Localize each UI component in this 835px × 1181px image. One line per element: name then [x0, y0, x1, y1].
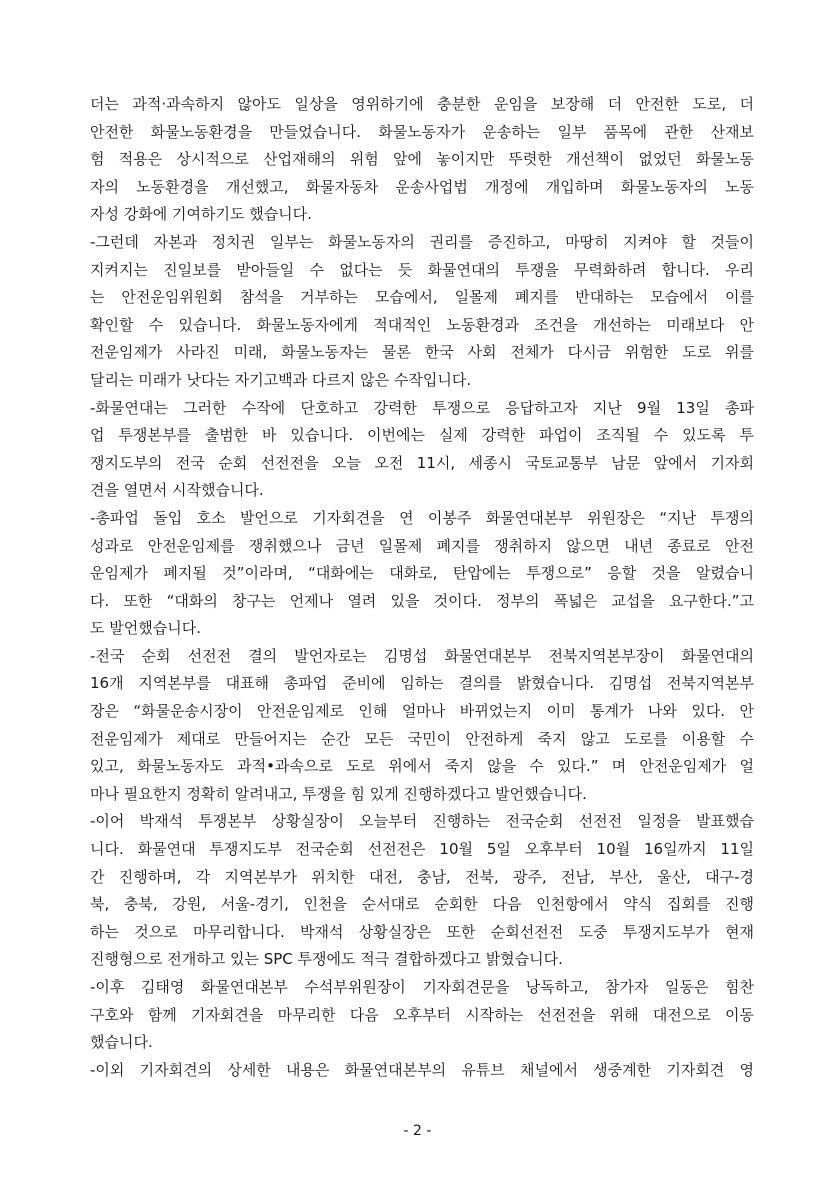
text-line: 성과로 안전운임제를 쟁취했으나 금년 일몰제 폐지를 쟁취하지 않으면 내년 종료로 안전: [90, 536, 754, 555]
text-line: 운임제가 폐지될 것”이라며, “대화에는 대화로, 탄압에는 투쟁으로” 응할 것을 알렸습니: [90, 564, 754, 583]
text-line: 도 발언했습니다.: [90, 619, 201, 638]
text-line: 장은 “화물운송시장이 안전운임제로 인해 얼마나 바뀌었는지 이미 통계가 나와 있다. 안: [90, 702, 754, 721]
text-line: 구호와 함께 기자회견을 마무리한 다음 오후부터 시작하는 선전전을 위해 대전으로 이동: [90, 1005, 754, 1024]
paragraph: [90, 505, 754, 643]
paragraph: [90, 974, 754, 1057]
text-line: 북, 충북, 강원, 서울-경기, 인천을 순서대로 순회한 다음 인천항에서 약식 집회를 진행: [90, 895, 754, 914]
text-line: 마나 필요한지 정확히 알려내고, 투쟁을 힘 있게 진행하겠다고 발언했습니다.: [90, 784, 587, 803]
text-line: 했습니다.: [90, 1033, 153, 1052]
text-line: 달리는 미래가 낫다는 자기고백과 다르지 않은 수작입니다.: [90, 370, 472, 389]
text-line: -전국 순회 선전전 결의 발언자로는 김명섭 화물연대본부 전북지역본부장이 화물연대의: [90, 646, 754, 665]
text-line: 는 안전운임위원회 참석을 거부하는 모습에서, 일몰제 폐지를 반대하는 모습에서 이를: [90, 288, 754, 307]
text-line: 하는 것으로 마무리합니다. 박재석 상황실장은 또한 순회선전전 도중 투쟁지도부가 현재: [90, 922, 754, 941]
text-line: 전운임제가 사라진 미래, 화물노동자는 물론 한국 사회 전체가 다시금 위험한 도로 위를: [90, 343, 754, 362]
document-body: [90, 91, 754, 1084]
text-line: 더는 과적·과속하지 않아도 일상을 영위하기에 충분한 운임을 보장해 더 안전한 도로, 더: [90, 95, 754, 113]
page-number: - 2 -: [403, 1123, 432, 1139]
text-line: -이후 김태영 화물연대본부 수석부위원장이 기자회견문을 낭독하고, 참가자 일동은 힘찬: [90, 978, 754, 996]
text-line: 니다. 화물연대 투쟁지도부 전국순회 선전전은 10월 5일 오후부터 10월 16일까지 11일: [90, 840, 754, 859]
text-line: -이외 기자회견의 상세한 내용은 화물연대본부의 유튜브 채널에서 생중계한 기자회견 영: [90, 1060, 754, 1079]
paragraph: [90, 643, 754, 809]
text-line: 전운임제가 제대로 만들어지는 순간 모든 국민이 안전하게 죽지 않고 도로를 이용할 수: [90, 729, 754, 748]
paragraph: [90, 1057, 754, 1085]
paragraph: [90, 229, 754, 395]
text-line: 쟁지도부의 전국 순회 선전전을 오늘 오전 11시, 세종시 국토교통부 남문 앞에서 기자회: [90, 453, 754, 472]
text-line: 자의 노동환경을 개선했고, 화물자동차 운송사업법 개정에 개입하며 화물노동자의 노동: [90, 177, 754, 196]
paragraph: [90, 808, 754, 974]
paragraph: [90, 395, 754, 505]
text-line: 안전한 화물노동환경을 만들었습니다. 화물노동자가 운송하는 일부 품목에 관한 산재보: [90, 122, 754, 141]
text-line: 견을 열면서 시작했습니다.: [90, 481, 264, 500]
text-line: 확인할 수 있습니다. 화물노동자에게 적대적인 노동환경과 조건을 개선하는 미래보다 안: [90, 315, 754, 334]
text-line: 자성 강화에 기여하기도 했습니다.: [90, 205, 312, 224]
text-line: 업 투쟁본부를 출범한 바 있습니다. 이번에는 실제 강력한 파업이 조직될 수 있도록 투: [90, 426, 754, 445]
text-line: 간 진행하며, 각 지역본부가 위치한 대전, 충남, 전북, 광주, 전남, 부산, 울산, 대구-경: [90, 867, 754, 886]
text-line: 다. 또한 “대화의 창구는 언제나 열려 있을 것이다. 정부의 폭넓은 교섭을 요구한다.”고: [90, 591, 754, 610]
text-line: -화물연대는 그러한 수작에 단호하고 강력한 투쟁으로 응답하고자 지난 9월 13일 총파: [90, 398, 754, 417]
text-line: 지켜지는 진일보를 받아들일 수 없다는 듯 화물연대의 투쟁을 무력화하려 합니다. 우리: [90, 260, 754, 279]
paragraph: [90, 91, 754, 229]
text-line: -총파업 돌입 호소 발언으로 기자회견을 연 이봉주 화물연대본부 위원장은 “지난 투쟁의: [90, 508, 754, 527]
text-line: 진행형으로 전개하고 있는 SPC 투쟁에도 적극 결합하겠다고 밝혔습니다.: [90, 950, 563, 969]
text-line: 있고, 화물노동자도 과적•과속으로 도로 위에서 죽지 않을 수 있다.” 며 안전운임제가 얼: [90, 757, 754, 776]
text-line: 험 적용은 상시적으로 산업재해의 위험 앞에 놓이지만 뚜렷한 개선책이 없었던 화물노동: [90, 150, 754, 169]
text-line: -이어 박재석 투쟁본부 상황실장이 오늘부터 진행하는 전국순회 선전전 일정을 발표했습: [90, 812, 754, 831]
text-line: 16개 지역본부를 대표해 총파업 준비에 임하는 결의를 밝혔습니다. 김명섭 전북지역본부: [90, 674, 754, 693]
text-line: -그런데 자본과 정치권 일부는 화물노동자의 권리를 증진하고, 마땅히 지켜야 할 것들이: [90, 232, 754, 251]
